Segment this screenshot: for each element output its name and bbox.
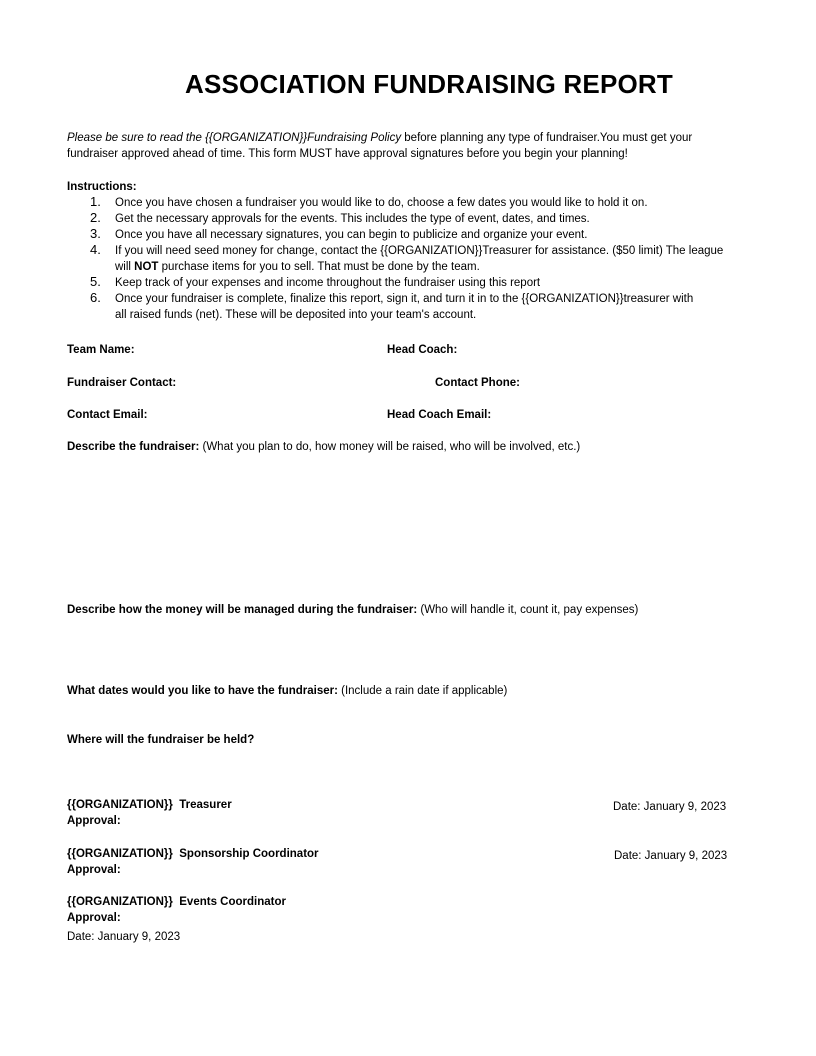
- events-approval-label: Approval:: [67, 912, 121, 924]
- events-approval-title: {{ORGANIZATION}} Events Coordinator: [67, 896, 286, 908]
- money-management-question: Describe how the money will be managed during the fundraiser: (Who will handle it, count it, pay expenses): [67, 604, 639, 616]
- team-name-label: Team Name:: [67, 344, 135, 356]
- events-approval-date: Date: January 9, 2023: [67, 931, 181, 943]
- head-coach-label: Head Coach:: [387, 344, 458, 356]
- intro-line-2: fundraiser approved ahead of time. This form MUST have approval signatures before you begin your planning!: [67, 148, 628, 160]
- instructions-list: [67, 195, 757, 323]
- instruction-item: 3. Once you have all necessary signatures, you can begin to publicize and organize your event.: [90, 226, 588, 241]
- sponsorship-approval-date: Date: January 9, 2023: [614, 850, 728, 862]
- intro-line-1: Please be sure to read the {{ORGANIZATION}}Fundraising Policy before planning any type of fundraiser.You must get your: [67, 132, 693, 144]
- head-coach-email-label: Head Coach Email:: [387, 409, 492, 421]
- fundraiser-location-question: Where will the fundraiser be held?: [67, 734, 255, 746]
- document-title: ASSOCIATION FUNDRAISING REPORT: [185, 69, 673, 99]
- instruction-item: 2. Get the necessary approvals for the events. This includes the type of event, dates, and times.: [90, 210, 590, 225]
- fundraiser-dates-question: What dates would you like to have the fundraiser: (Include a rain date if applicable): [67, 685, 508, 697]
- sponsorship-approval-label: Approval:: [67, 864, 121, 876]
- policy-reference: Please be sure to read the {{ORGANIZATION}}Fundraising Policy: [67, 132, 402, 144]
- instructions-heading: Instructions:: [67, 181, 137, 193]
- instruction-item: 1. Once you have chosen a fundraiser you would like to do, choose a few dates you would like to hold it on.: [90, 194, 648, 209]
- fundraiser-contact-label: Fundraiser Contact:: [67, 377, 177, 389]
- contact-phone-label: Contact Phone:: [435, 377, 520, 389]
- sponsorship-approval-title: {{ORGANIZATION}} Sponsorship Coordinator: [67, 848, 319, 860]
- describe-fundraiser-question: Describe the fundraiser: (What you plan to do, how money will be raised, who will be involved, etc.): [67, 441, 581, 453]
- treasurer-approval-date: Date: January 9, 2023: [613, 801, 727, 813]
- contact-email-label: Contact Email:: [67, 409, 148, 421]
- treasurer-approval-label: Approval:: [67, 815, 121, 827]
- intro-paragraph: [67, 130, 757, 162]
- instruction-item: 5. Keep track of your expenses and income throughout the fundraiser using this report: [90, 274, 541, 289]
- instruction-item: 4. If you will need seed money for change, contact the {{ORGANIZATION}}Treasurer for assistance. ($50 limit) The league will NOT purchase items for you to sell. That must be done by the team.: [90, 242, 724, 273]
- treasurer-approval-title: {{ORGANIZATION}} Treasurer: [67, 799, 232, 811]
- instruction-item: 6. Once your fundraiser is complete, finalize this report, sign it, and turn it in to the {{ORGANIZATION}}treasurer with all raised funds (net). These will be deposited into your team's account.: [90, 290, 694, 321]
